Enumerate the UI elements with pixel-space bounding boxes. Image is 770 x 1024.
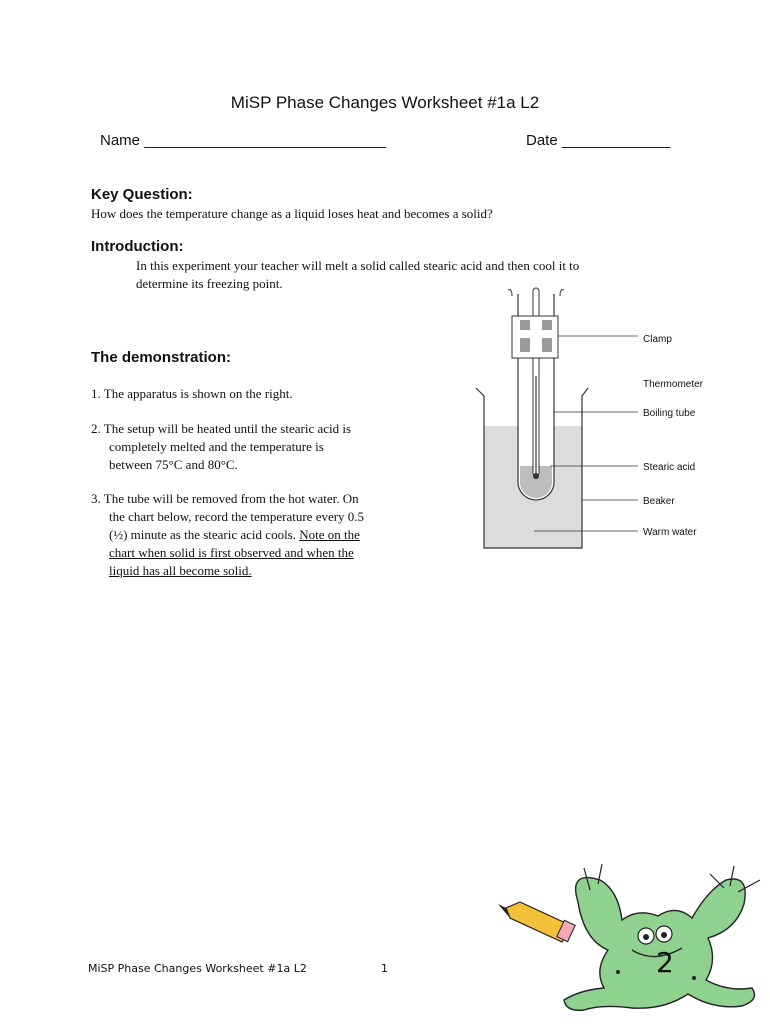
step-3-line-3 [91,526,364,544]
step-2 [91,420,351,474]
step-3-line-3a: (½) minute as the stearic acid cools. [109,527,300,542]
step-3-line-3b: Note on the [299,527,360,542]
step-1: 1. The apparatus is shown on the right. [91,386,293,401]
key-question-heading: Key Question: [91,186,193,203]
step-2-line-3: between 75°C and 80°C. [109,457,238,472]
introduction-line-2: determine its freezing point. [136,276,283,291]
introduction-heading: Introduction: [91,238,184,255]
label-warm-water: Warm water [643,527,697,538]
mascot-number: 2 [656,946,674,979]
label-beaker: Beaker [643,496,675,507]
step-3-line-2: the chart below, record the temperature every 0.5 [109,509,365,524]
introduction-line-1: In this experiment your teacher will melt a solid called stearic acid and then cool it to [136,258,580,273]
step-2-line-1: 2. The setup will be heated until the stearic acid is [91,421,352,436]
date-field[interactable]: Date _____________ [526,132,671,149]
footer-title: MiSP Phase Changes Worksheet #1a L2 [88,962,307,975]
step-3-line-4: chart when solid is first observed and when the [109,545,354,560]
clamp [512,316,558,358]
page-number: 1 [381,962,388,975]
label-clamp: Clamp [643,334,672,345]
page-title: MiSP Phase Changes Worksheet #1a L2 [230,93,540,112]
name-field[interactable]: Name _____________________________ [100,132,387,149]
demonstration-heading: The demonstration: [91,349,232,366]
step-3-line-1: 3. The tube will be removed from the hot water. On [91,491,359,506]
key-question-text: How does the temperature change as a liquid loses heat and becomes a solid? [91,206,493,221]
label-thermometer: Thermometer [643,379,704,390]
pencil-icon [498,902,575,942]
label-stearic-acid: Stearic acid [643,462,696,473]
frog-icon [564,864,760,1010]
step-3-line-5: liquid has all become solid. [109,563,252,578]
apparatus-diagram [470,286,770,556]
label-boiling-tube: Boiling tube [643,408,696,419]
frog-mascot-illustration [498,860,766,1020]
step-2-line-2: completely melted and the temperature is [109,439,324,454]
step-3 [91,490,364,580]
